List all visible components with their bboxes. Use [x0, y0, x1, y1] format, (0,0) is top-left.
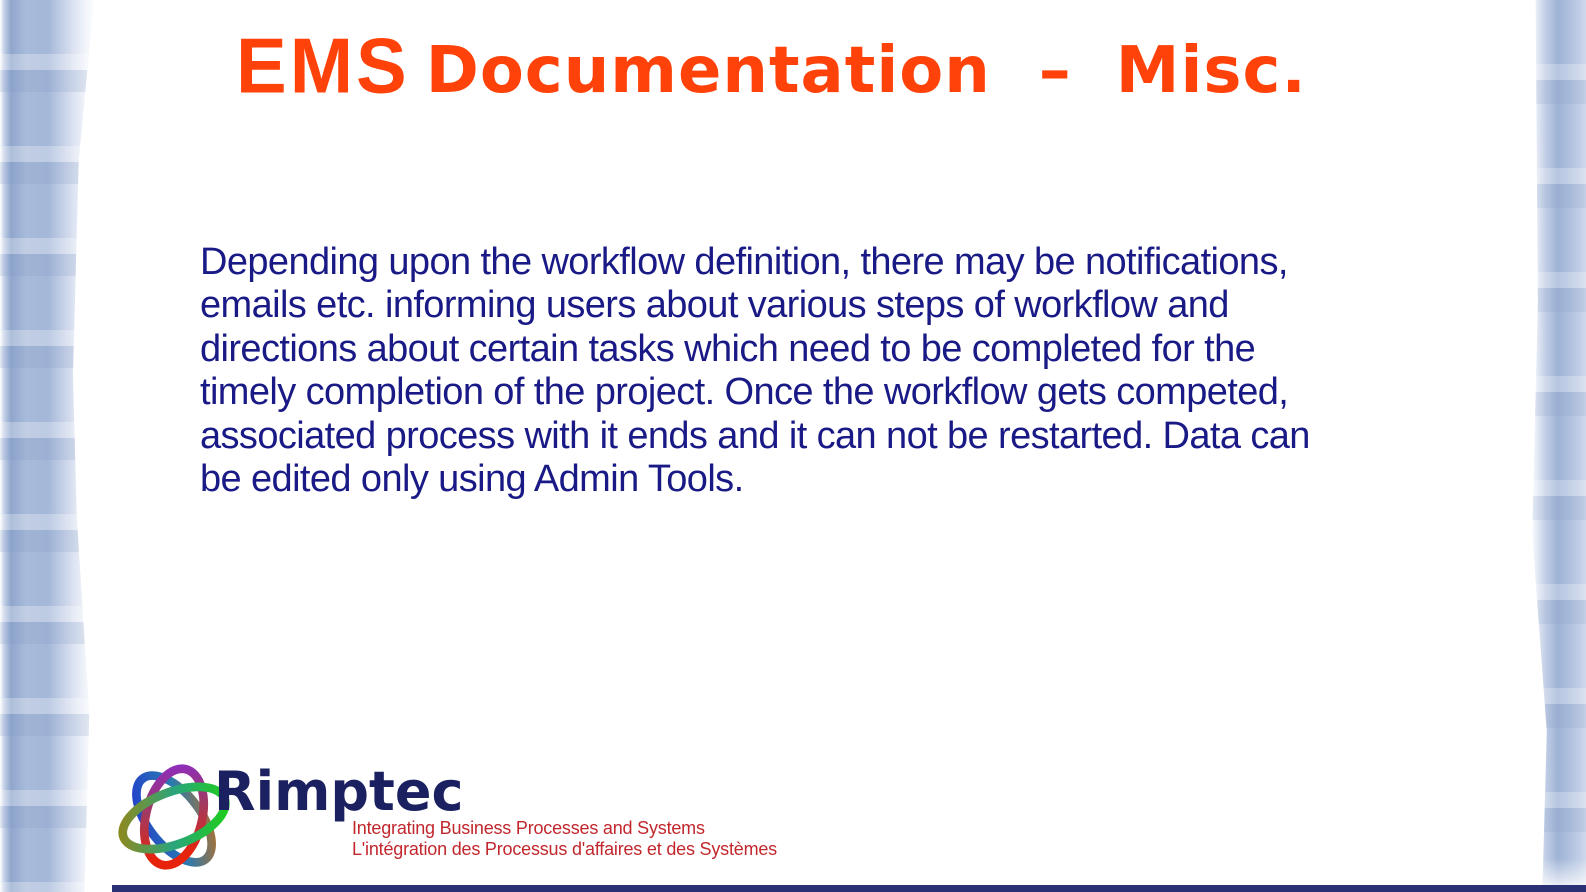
title-dash: –	[1038, 34, 1072, 109]
logo-taglines	[352, 818, 777, 860]
logo-wordmark: Rimptec	[214, 760, 464, 823]
body-paragraph	[200, 241, 1430, 501]
body-line: Depending upon the workflow definition, there may be notifications,	[200, 241, 1288, 283]
tagline-french: L'intégration des Processus d'affaires et des Systèmes	[352, 839, 777, 859]
left-watercolor-edge	[0, 0, 96, 892]
body-line: emails etc. informing users about various steps of workflow and	[200, 284, 1229, 327]
company-logo	[112, 758, 792, 876]
slide-title	[236, 23, 1307, 110]
body-line: associated process with it ends and it can not be restarted. Data can	[200, 414, 1310, 457]
title-product-name: EMS	[236, 23, 410, 111]
body-line: be edited only using Admin Tools.	[200, 458, 744, 501]
bottom-rule	[112, 885, 1586, 892]
right-watercolor-edge	[1530, 0, 1586, 892]
title-main-text: Documentation	[425, 34, 991, 109]
tagline-english: Integrating Business Processes and Systems	[352, 818, 705, 838]
title-topic: Misc.	[1115, 34, 1307, 109]
body-line: directions about certain tasks which need to be completed for the	[200, 327, 1256, 370]
body-line: timely completion of the project. Once the workflow gets competed,	[200, 371, 1289, 414]
